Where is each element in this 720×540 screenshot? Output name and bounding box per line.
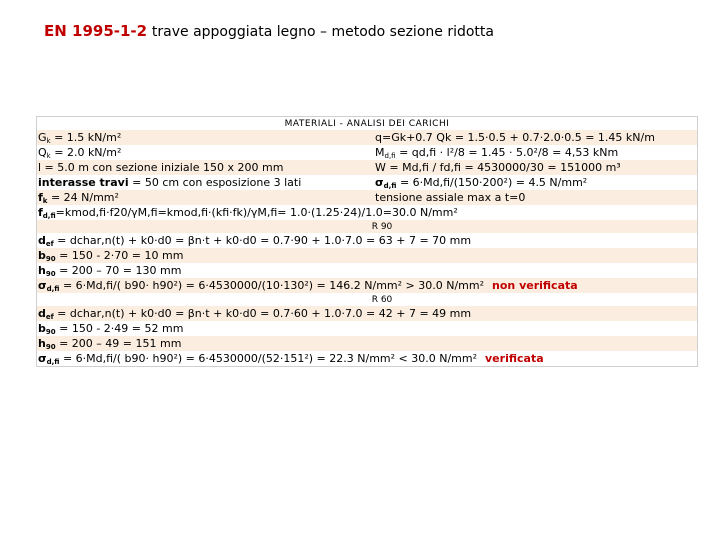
standard-code: EN 1995-1-2 (44, 22, 148, 40)
materials-header: MATERIALI - ANALISI DEI CARICHI (37, 117, 697, 130)
fd-value: =kmod,fi·f20/γM,fi=kmod,fi·(kfi·fk)/γM,fi= 1.0·(1.25·24)/1.0=30.0 N/mm² (55, 205, 458, 219)
r90-b-cell: $b_{90} = 150 - 2\cdot 70 = 10$ mm (38, 248, 184, 263)
qk-cell: $Q_k = 2.0$ kN/m² (38, 145, 122, 160)
table-row (37, 248, 697, 263)
table-row (37, 233, 697, 248)
r60-header: R 60 (37, 293, 697, 306)
table-row (37, 130, 697, 145)
r60-def-cell: $d_{ef}$ = dchar,n(t) + k0·d0 = βn·t + k0·d0 = 0.7·60 + 1.0·7.0 = 42 + 7 = 49 mm (38, 306, 472, 321)
r60-b-value: = 150 - 2·49 = 52 mm (59, 321, 184, 335)
page-subtitle: trave appoggiata legno – metodo sezione ridotta (151, 24, 494, 40)
m-value: = qd,fi · l²/8 = 1.45 · 5.0²/8 = 4,53 kNm (399, 145, 619, 159)
page-title (44, 22, 494, 40)
interasse-value: = 50 cm con esposizione 3 lati (132, 175, 302, 189)
calculation-table (36, 116, 698, 367)
r60-b-cell: $b_{90} = 150 - 2\cdot 49 = 52$ mm (38, 321, 184, 336)
table-row (37, 190, 697, 205)
length-cell: l = 5.0 m con sezione iniziale 150 x 200 mm (38, 160, 284, 174)
table-row (37, 351, 697, 366)
w-cell: W = Md,fi / fd,fi = 4530000/30 = 151000 m³ (375, 160, 621, 174)
tensione-cell: tensione assiale max a t=0 (375, 190, 526, 204)
table-row (37, 175, 697, 190)
table-row (37, 278, 697, 293)
r90-h-cell: $h_{90} = 200 - 70 = 130$ mm (38, 263, 182, 278)
interasse-cell (37, 176, 374, 190)
table-row (37, 145, 697, 160)
q-cell: q=Gk+0.7 Qk = 1.5·0.5 + 0.7·2.0·0.5 = 1.45 kN/m (375, 130, 655, 144)
r90-def-cell: $d_{ef}$ = dchar,n(t) + k0·d0 = βn·t + k0·d0 = 0.7·90 + 1.0·7.0 = 63 + 7 = 70 mm (38, 233, 472, 248)
qk-value: = 2.0 kN/m² (54, 145, 122, 159)
r60-def-value: = dchar,n(t) + k0·d0 = βn·t + k0·d0 = 0.7·60 + 1.0·7.0 = 42 + 7 = 49 mm (57, 306, 472, 320)
table-row (37, 205, 697, 220)
table-row (37, 160, 697, 175)
r90-h-value: = 200 – 70 = 130 mm (59, 263, 182, 277)
table-row (37, 263, 697, 278)
r90-header: R 90 (37, 220, 697, 233)
r90-sigma-value: = 6·Md,fi/( b90· h90²) = 6·4530000/(10·130²) = 146.2 N/mm² > 30.0 N/mm² (62, 278, 485, 292)
r60-sigma-cell: $\sigma_{d,fi} = 6\cdot Md,fi/$( b90· h90²) = 6·4530000/(52·151²) = 22.3 N/mm² < 30.0 N/mm² verificata (38, 351, 544, 366)
r90-result: non verificata (492, 278, 578, 292)
r60-sigma-value: = 6·Md,fi/( b90· h90²) = 6·4530000/(52·151²) = 22.3 N/mm² < 30.0 N/mm² (62, 351, 478, 365)
table-row (37, 321, 697, 336)
m-cell: $M_{d,fi} = qd,fi \cdot l^2/8 = 1.45 \cdot 5.0^2/8 = 4,53$ kNm (375, 145, 619, 160)
r60-h-cell: $h_{90} = 200 - 49 = 151$ mm (38, 336, 182, 351)
fk-value: = 24 N/mm² (50, 190, 119, 204)
r90-sigma-cell: $\sigma_{d,fi} = 6\cdot Md,fi/$( b90· h90²) = 6·4530000/(10·130²) = 146.2 N/mm² > 30.0 N/mm² non verificata (38, 278, 578, 293)
table-row (37, 336, 697, 351)
r90-b-value: = 150 - 2·70 = 10 mm (59, 248, 184, 262)
r60-result: verificata (485, 351, 544, 365)
gk-cell: $G_k = 1.5$ kN/m² (38, 130, 122, 145)
r60-h-value: = 200 – 49 = 151 mm (59, 336, 182, 350)
fd-cell: $f_{d,fi}=kmod,fi\cdot f20/\gamma M,fi=kmod,fi\cdot(kfi\cdot fk)/\gamma M,fi= 1.0\cdot(1.25\cdot 24)/1.0=30.0$ N/mm² (38, 205, 458, 220)
interasse-label: interasse travi (38, 175, 129, 189)
sigma-cell: $\sigma_{d,fi} = 6\cdot Md,fi/(150\cdot 200^2) = 4.5$ N/mm² (375, 175, 588, 190)
r90-def-value: = dchar,n(t) + k0·d0 = βn·t + k0·d0 = 0.7·90 + 1.0·7.0 = 63 + 7 = 70 mm (57, 233, 472, 247)
table-row (37, 306, 697, 321)
fk-cell: $f_k = 24$ N/mm² (38, 190, 119, 205)
gk-value: = 1.5 kN/m² (54, 130, 122, 144)
sigma-value: = 6·Md,fi/(150·200²) = 4.5 N/mm² (399, 175, 588, 189)
